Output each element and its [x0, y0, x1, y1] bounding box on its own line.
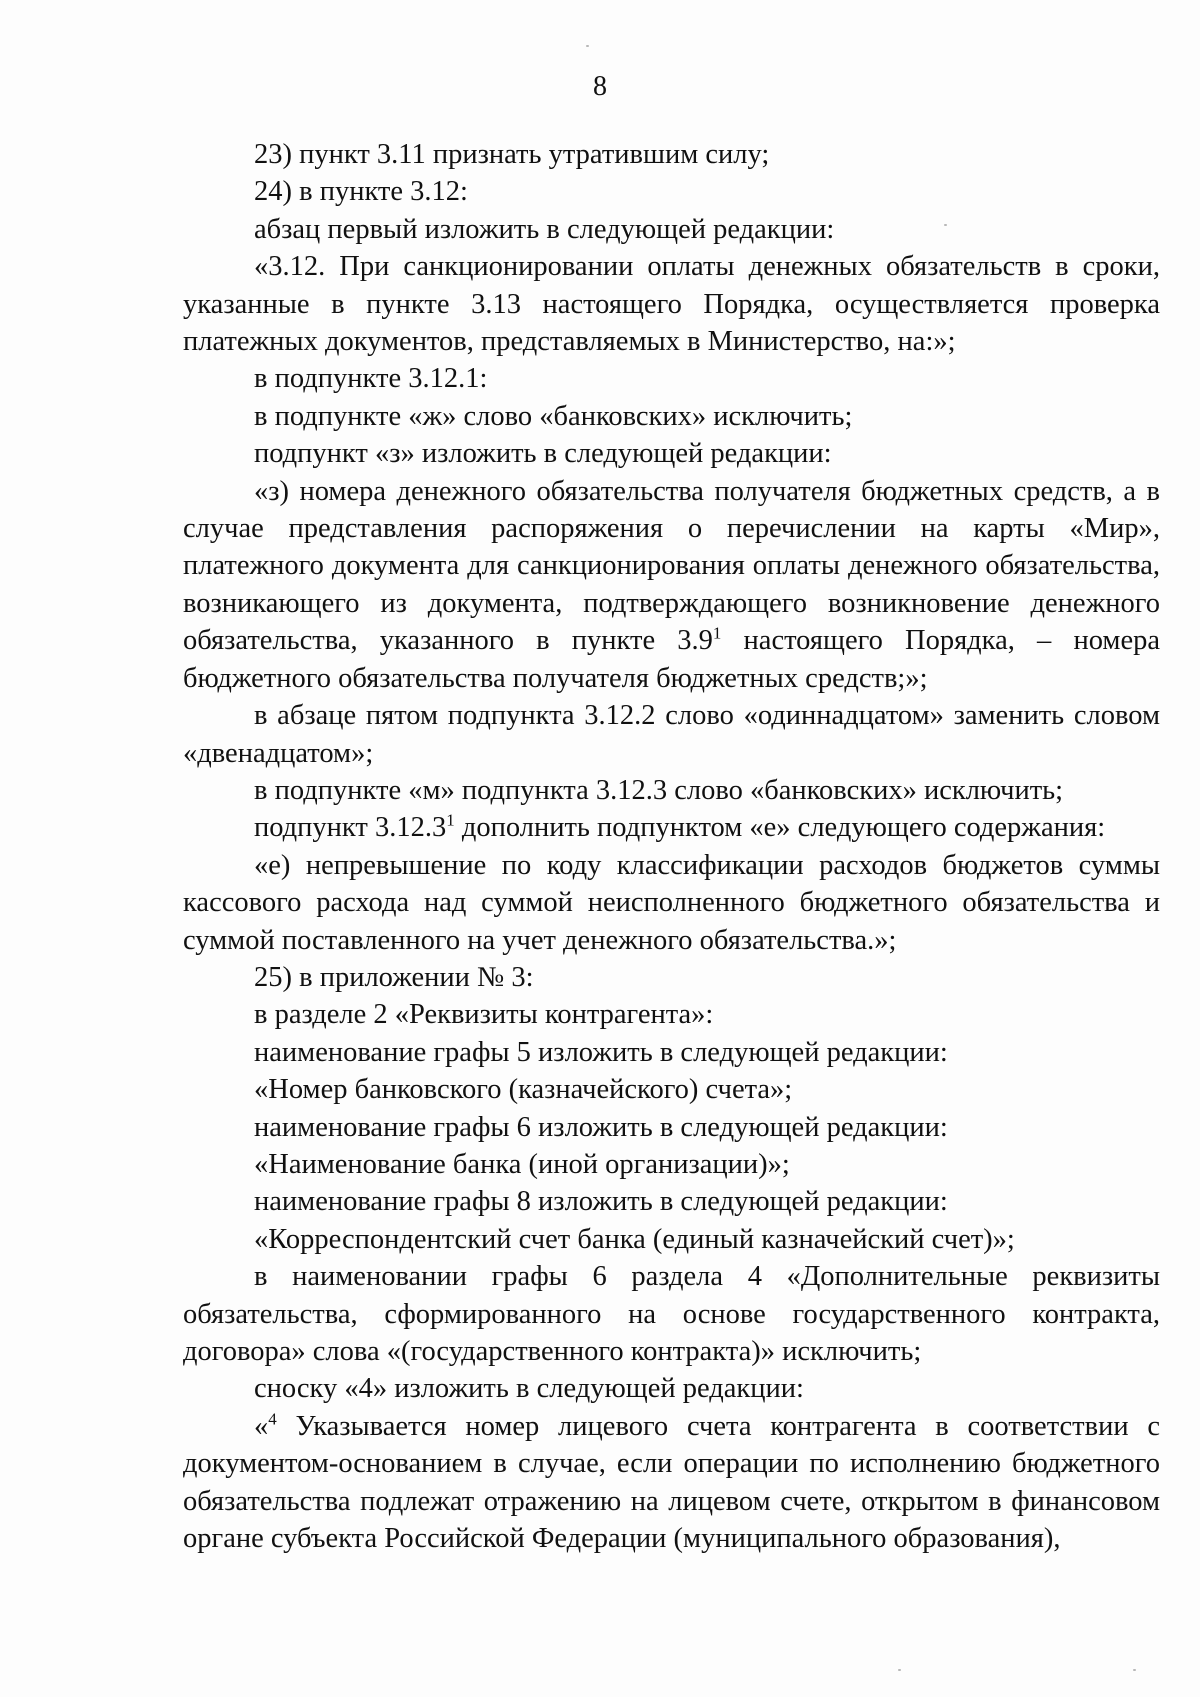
paragraph-3-12-1: в подпункте 3.12.1:: [254, 363, 488, 395]
paragraph-e-quote: «е) непревышение по коду классификации расходов бюджетов суммы кассового расхода над суммой неисполненного бюджетного обязательства и суммой поставленного на учет денежного обязательства.»;: [183, 849, 1160, 956]
page-number: 8: [593, 71, 607, 102]
paragraph-24: 24) в пункте 3.12:: [254, 176, 468, 208]
paragraph-25: 25) в приложении № 3:: [254, 961, 534, 993]
paragraph-column-8-text: «Корреспондентский счет банка (единый казначейский счет)»;: [254, 1223, 1015, 1255]
paragraph-3-12-2: в абзаце пятом подпункта 3.12.2 слово «одиннадцатом» заменить словом «двенадцатом»;: [183, 700, 1160, 769]
scan-speck: [898, 1669, 901, 1671]
footnote-superscript: 1: [712, 623, 722, 643]
paragraph-24-intro: абзац первый изложить в следующей редакции:: [254, 213, 835, 245]
paragraph-z-intro: подпункт «з» изложить в следующей редакции:: [254, 438, 832, 470]
paragraph-3-12-3-1: подпункт 3.12.3$^1$ дополнить подпунктом «е» следующего содержания:: [254, 810, 1106, 844]
paragraph-column-8: наименование графы 8 изложить в следующей редакции:: [254, 1186, 948, 1218]
scan-speck: [1133, 1669, 1136, 1671]
paragraph-column-6: наименование графы 6 изложить в следующей редакции:: [254, 1111, 948, 1143]
paragraph-column-6-text: «Наименование банка (иной организации)»;: [254, 1148, 790, 1180]
paragraph-zh: в подпункте «ж» слово «банковских» исключить;: [254, 400, 853, 432]
paragraph-column-5: наименование графы 5 изложить в следующей редакции:: [254, 1036, 948, 1068]
paragraph-footnote-4-quote: «$^4$ Указывается номер лицевого счета контрагента в соответствии с документом-основанием в случае, если операции по исполнению бюджетного обязательства подлежат отражению на лицевом счете, открытом в финансовом органе субъекта Российской Федерации (муниципального образования),: [183, 1409, 1160, 1555]
paragraph-3-12-quote: «3.12. При санкционировании оплаты денежных обязательств в сроки, указанные в пункте 3.13 настоящего Порядка, осуществляется проверка платежных документов, представляемых в Министерство, на:»;: [183, 251, 1160, 358]
paragraph-column-5-text: «Номер банковского (казначейского) счета»;: [254, 1074, 793, 1106]
paragraph-3-12-3: в подпункте «м» подпункта 3.12.3 слово «банковских» исключить;: [254, 774, 1064, 806]
paragraph-section-4: в наименовании графы 6 раздела 4 «Дополнительные реквизиты обязательства, сформированного на основе государственного контракта, договора» слова «(государственного контракта)» исключить;: [183, 1261, 1160, 1367]
paragraph-section-2: в разделе 2 «Реквизиты контрагента»:: [254, 999, 714, 1031]
paragraph-23: 23) пункт 3.11 признать утратившим силу;: [254, 139, 770, 170]
footnote-superscript: 1: [446, 810, 455, 830]
paragraph-footnote-4: сноску «4» изложить в следующей редакции:: [254, 1373, 804, 1405]
scan-speck: [944, 224, 947, 226]
paragraph-z-quote: «з) номера денежного обязательства получателя бюджетных средств, а в случае представления распоряжения о перечислении на карты «Мир», платежного документа для санкционирования оплаты денежного обязательства, возникающего из документа, подтверждающего возникновение денежного обязательства, указанного в пункте $3.9^1$ настоящего Порядка, – номера бюджетного обязательства получателя бюджетных средств;»;: [183, 475, 1160, 694]
footnote-superscript: 4: [268, 1409, 277, 1429]
document-body: [183, 136, 1160, 1557]
scan-speck: [586, 45, 589, 47]
